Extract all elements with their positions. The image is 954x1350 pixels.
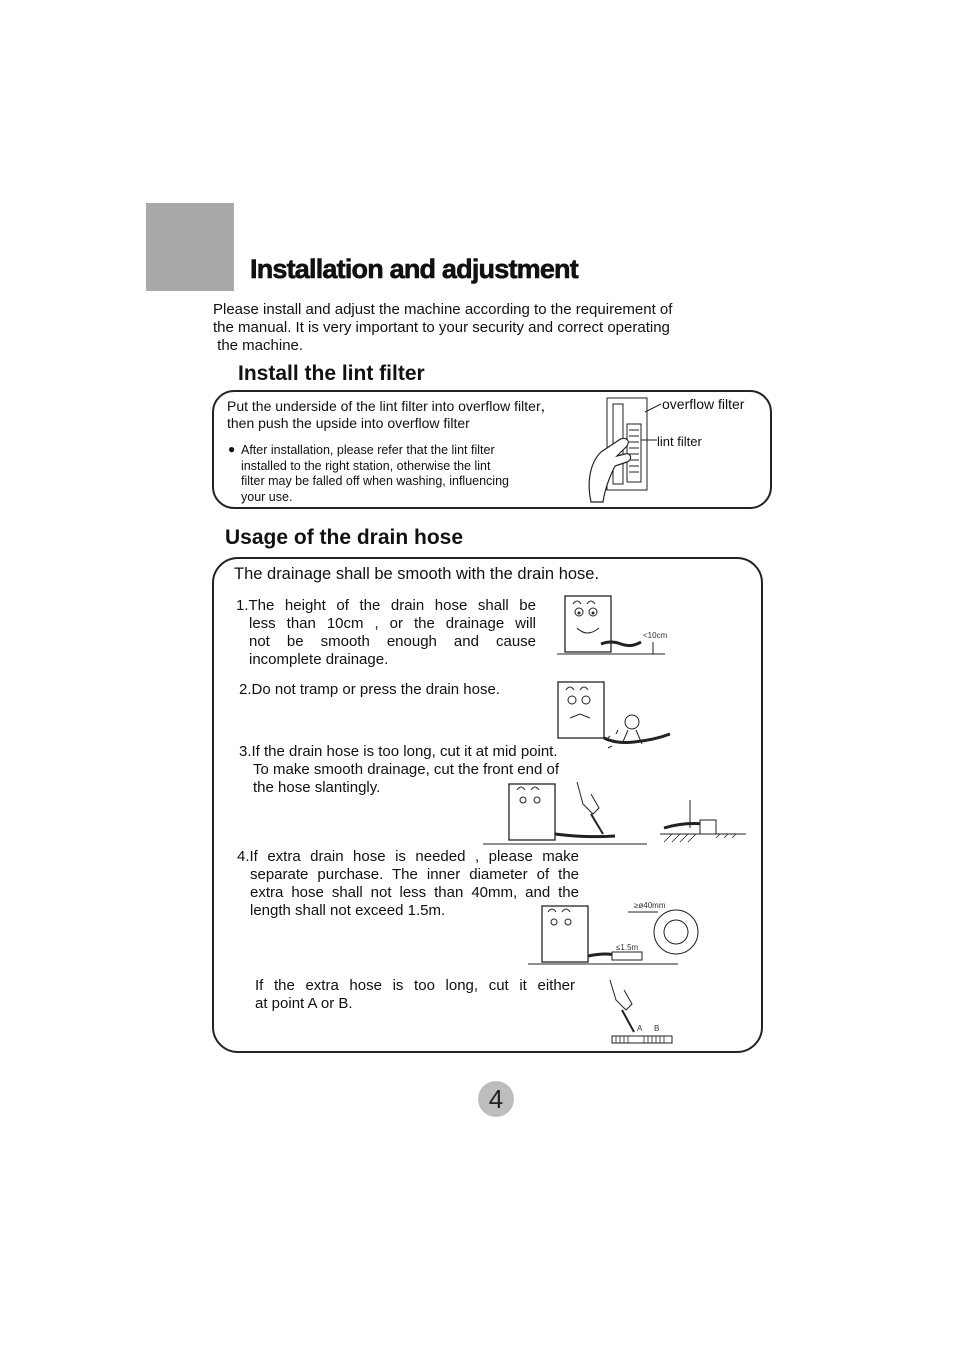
lint-filter-illustration [583, 394, 663, 506]
step-1-height-label: <10cm [643, 631, 668, 640]
drain-hose-intro: The drainage shall be smooth with the drain hose. [234, 565, 600, 583]
point-b-label: B [654, 1024, 660, 1033]
instruction-line: Put the underside of the lint filter into overflow filter， [227, 398, 555, 414]
diameter-label: ≥ø40mm [634, 901, 666, 910]
step-line: incomplete drainage. [249, 651, 389, 668]
overflow-filter-label: overflow filter [662, 396, 745, 412]
step-2-text: 2.Do not tramp or press the drain hose. [239, 681, 500, 698]
step-line: length shall not exceed 1.5m. [250, 902, 446, 919]
note-line: After installation, please refer that the lint filter [241, 443, 495, 457]
drain-hose-heading: Usage of the drain hose [225, 526, 464, 549]
length-label: ≤1.5m [616, 943, 639, 952]
step-4-illustration [528, 898, 706, 968]
intro-line: the machine. [213, 337, 304, 354]
extra-hose-text [255, 977, 575, 1013]
note-line: installed to the right station, otherwise the lint [241, 458, 491, 473]
bullet-icon: ● [228, 442, 236, 456]
step-line: the hose slantingly. [253, 779, 381, 796]
step-line: separate purchase. The inner diameter of the [250, 866, 579, 883]
step-line: less than 10cm , or the drainage will [249, 615, 536, 632]
lint-filter-instruction [227, 398, 555, 432]
intro-line: Please install and adjust the machine according to the requirement of [213, 301, 673, 318]
step-2-illustration [556, 678, 676, 760]
step-line: 3.If the drain hose is too long, cut it at mid point. [239, 743, 558, 760]
extra-hose-cut-illustration [604, 976, 676, 1046]
note-line: your use. [241, 489, 293, 504]
lint-filter-note [241, 443, 561, 505]
point-a-label: A [637, 1024, 643, 1033]
extra-line: at point A or B. [255, 995, 353, 1012]
intro-paragraph [213, 301, 753, 355]
step-line: not be smooth enough and cause [249, 633, 536, 650]
lint-filter-heading: Install the lint filter [238, 362, 425, 385]
step-line: extra hose shall not less than 40mm, and the [250, 884, 579, 901]
instruction-line: then push the upside into overflow filter [227, 415, 470, 431]
extra-line: If the extra hose is too long, cut it either [255, 977, 575, 994]
step-1-text [236, 597, 536, 669]
step-line: 1.The height of the drain hose shall be [236, 597, 536, 614]
step-line: To make smooth drainage, cut the front end of [253, 761, 560, 778]
page-title: Installation and adjustment [250, 254, 578, 284]
intro-line: the manual. It is very important to your security and correct operating [213, 319, 670, 336]
lint-filter-label: lint filter [657, 434, 702, 449]
step-1-illustration [557, 592, 669, 658]
note-line: filter may be falled off when washing, influencing [241, 474, 509, 488]
section-marker-block [146, 203, 234, 291]
hose-cut-detail-illustration [660, 798, 746, 844]
step-3-illustration [483, 778, 649, 848]
page-number: 4 [478, 1081, 514, 1117]
step-line: 4.If extra drain hose is needed , please make [237, 848, 579, 865]
